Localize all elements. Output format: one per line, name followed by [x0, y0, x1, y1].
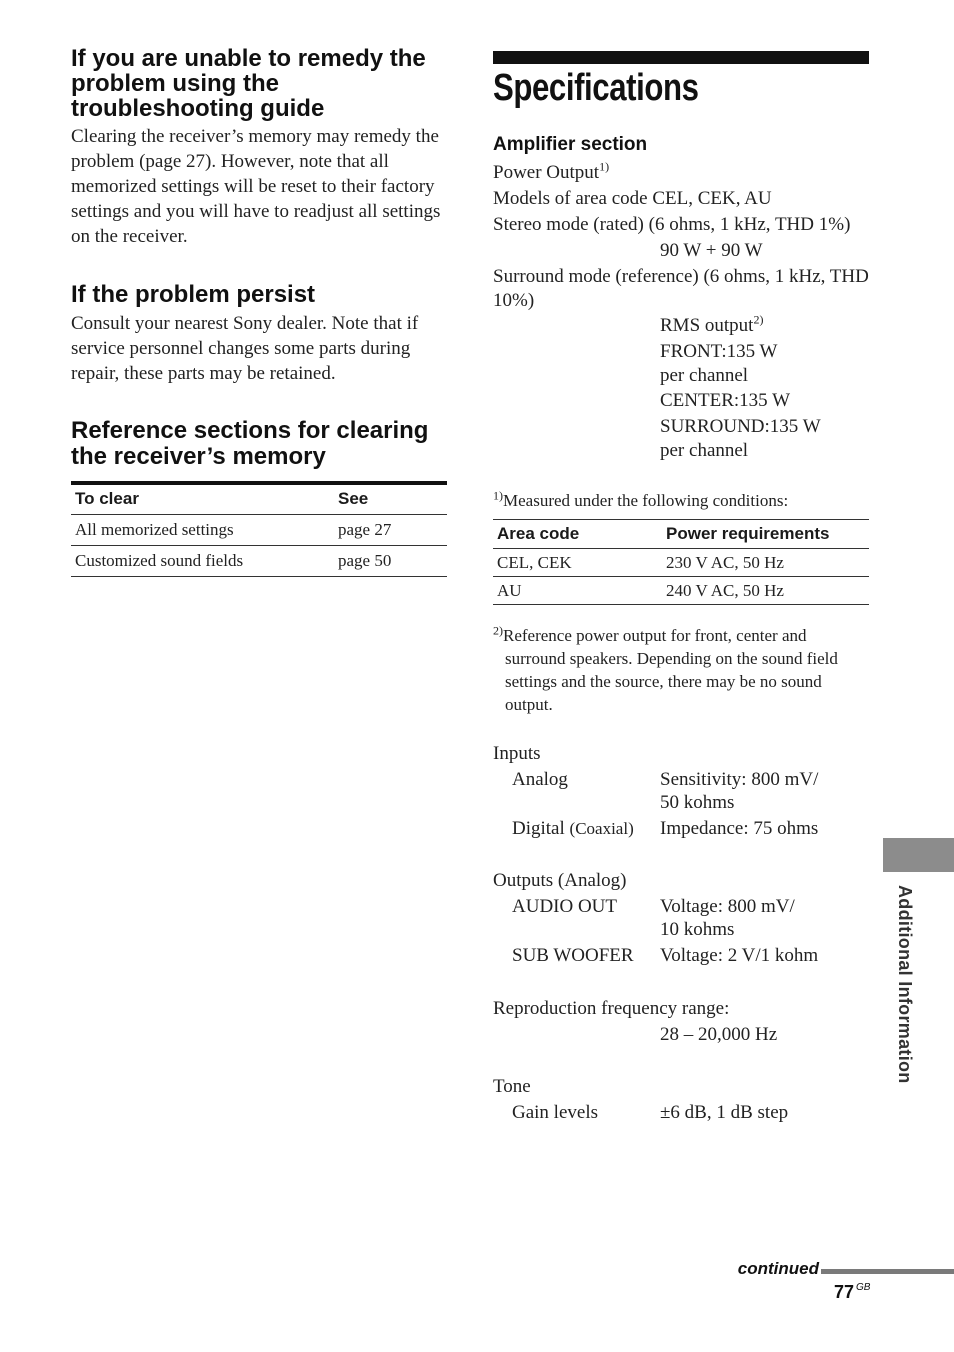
page-title: Specifications [493, 67, 699, 109]
sub-woofer-value: Voltage: 2 V/1 kohm [660, 945, 819, 966]
section-body-unable-to-remedy: Clearing the receiver’s memory may remedy the problem (page 27). However, note that all memorized settings will be reset to their factory settings and you will have to readjust all settings on the receiver. [71, 126, 441, 247]
surround-mode-line: Surround mode (reference) (6 ohms, 1 kHz, THD [493, 266, 869, 287]
analog-label: Analog [512, 769, 568, 790]
models-line: Models of area code CEL, CEK, AU [493, 188, 772, 209]
surround-value: SURROUND:135 W [660, 416, 821, 437]
power-output-label: Power Output$^{1)}$ [493, 159, 610, 183]
table-cell: page 27 [338, 519, 392, 539]
page-number: 77 $^{GB}$ [834, 1282, 871, 1302]
footnote-2: $^{2)}$Reference power output for front, center and surround speakers. Depending on the sound field settings and the source, there may be no sound output. [493, 623, 838, 714]
table-cell: AU [497, 580, 522, 600]
surround-per-channel: per channel [660, 440, 749, 461]
front-per-channel: per channel [660, 365, 749, 386]
table-header-power-requirements: Power requirements [666, 524, 830, 543]
reference-table [71, 481, 447, 577]
surround-mode-line-cont: 10%) [493, 290, 535, 311]
continued-label: continued [737, 1259, 819, 1278]
table-row [71, 545, 447, 576]
table-row [71, 514, 447, 545]
audio-out-label: AUDIO OUT [512, 896, 618, 917]
title-bar [493, 51, 869, 64]
reproduction-frequency-label: Reproduction frequency range: [493, 998, 730, 1019]
table-cell: 240 V AC, 50 Hz [666, 580, 784, 600]
center-value: CENTER:135 W [660, 390, 791, 411]
table-cell: All memorized settings [75, 519, 234, 539]
table-header-row [493, 520, 869, 549]
table-cell: Customized sound fields [75, 550, 244, 570]
table-header-row [71, 485, 447, 514]
side-tab-marker [883, 838, 954, 872]
table-header-to-clear: To clear [75, 489, 139, 509]
tone-label: Tone [493, 1076, 531, 1097]
section-heading-problem-persist: If the problem persist [71, 281, 316, 308]
outputs-label: Outputs (Analog) [493, 870, 627, 891]
audio-out-value: Voltage: 800 mV/ [660, 896, 795, 917]
reproduction-frequency-value: 28 – 20,000 Hz [660, 1024, 778, 1045]
gain-levels-label: Gain levels [512, 1102, 599, 1123]
section-heading-reference-sections: Reference sections for clearing the receiver’s memory [71, 417, 429, 470]
continued-rule [821, 1269, 954, 1274]
analog-value: Sensitivity: 800 mV/ [660, 769, 819, 790]
footnote-1: $^{1)}$Measured under the following conditions: [493, 488, 789, 510]
front-value: FRONT:135 W [660, 341, 778, 362]
table-row [493, 577, 869, 605]
section-body-problem-persist: Consult your nearest Sony dealer. Note that if service personnel changes some parts during repair, these parts may be retained. [71, 313, 419, 384]
gain-levels-value: ±6 dB, 1 dB step [660, 1102, 789, 1123]
table-header-see: See [338, 489, 369, 509]
digital-label: Digital (Coaxial) [512, 818, 634, 839]
stereo-mode-line: Stereo mode (rated) (6 ohms, 1 kHz, THD 1%) [493, 214, 851, 235]
inputs-label: Inputs [493, 743, 541, 764]
digital-value: Impedance: 75 ohms [660, 818, 819, 839]
table-header-area-code: Area code [497, 524, 580, 543]
analog-value-cont: 50 kohms [660, 792, 735, 813]
table-row [493, 549, 869, 577]
side-tab-label: Additional Information [895, 885, 915, 1084]
rms-output-label: RMS output$^{2)}$ [660, 312, 764, 336]
stereo-mode-value: 90 W + 90 W [660, 240, 763, 261]
table-cell: page 50 [338, 550, 392, 570]
table-cell: 230 V AC, 50 Hz [666, 552, 784, 572]
sub-woofer-label: SUB WOOFER [512, 945, 634, 966]
table-cell: CEL, CEK [497, 552, 572, 572]
audio-out-value-cont: 10 kohms [660, 919, 735, 940]
amplifier-section-heading: Amplifier section [493, 134, 648, 155]
power-requirements-table [493, 519, 869, 605]
section-heading-unable-to-remedy: If you are unable to remedy the problem using the troubleshooting guide [71, 45, 426, 122]
